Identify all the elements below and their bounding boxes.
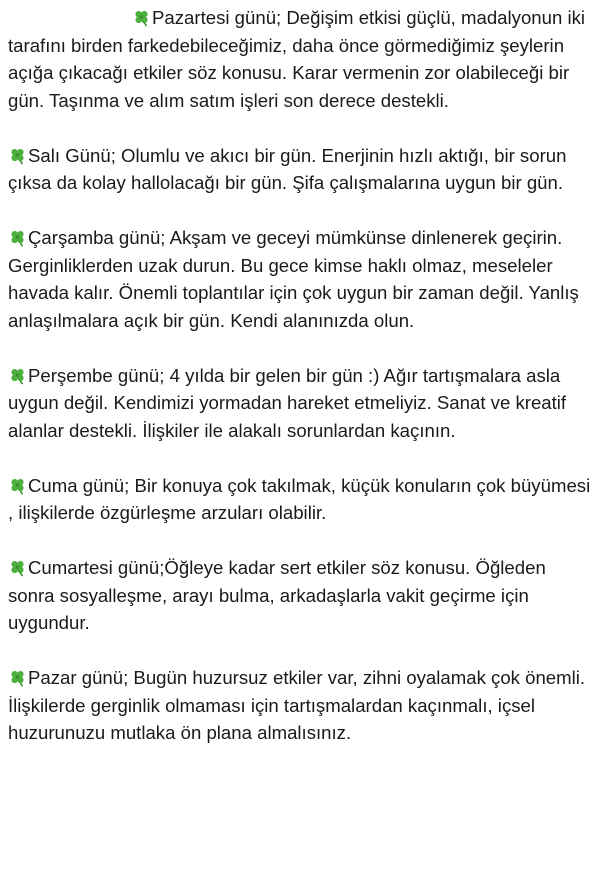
paragraph-text: Cumartesi günü;Öğleye kadar sert etkiler söz konusu. Öğleden sonra sosyalleşme, arayı bulma, arkadaşlarla vakit geçirme için uygundur. (8, 557, 546, 633)
four-leaf-clover-icon (8, 475, 27, 494)
four-leaf-clover-icon (8, 557, 27, 576)
paragraph-text: Pazartesi günü; Değişim etkisi güçlü, madalyonun iki tarafını birden farkedebileceğimiz, daha önce görmediğimiz şeylerin açığa çıkacağı etkiler söz konusu. Karar vermenin zor olabileceği bir gün. Taşınma ve alım satım işleri son derece destekli. (8, 7, 586, 111)
paragraph-friday (8, 472, 592, 527)
horoscope-text-body (8, 4, 592, 774)
four-leaf-clover-icon (132, 7, 151, 26)
four-leaf-clover-icon (8, 365, 27, 384)
paragraph-text: Salı Günü; Olumlu ve akıcı bir gün. Enerjinin hızlı aktığı, bir sorun çıksa da kolay hallolacağı bir gün. Şifa çalışmalarına uygun bir gün. (8, 144, 567, 193)
paragraph-text: Perşembe günü; 4 yılda bir gelen bir gün :) Ağır tartışmalara asla uygun değil. Kendimizi yormadan hareket etmeliyiz. Sanat ve kreatif alanlar destekli. İlişkiler ile alakalı sorunlardan kaçının. (8, 364, 567, 441)
paragraph-thursday (8, 362, 592, 445)
paragraph-monday (8, 4, 592, 114)
four-leaf-clover-icon (8, 145, 27, 164)
paragraph-text: Cuma günü; Bir konuya çok takılmak, küçük konuların çok büyümesi , ilişkilerde özgürleşme arzuları olabilir. (8, 474, 591, 523)
paragraph-text: Pazar günü; Bugün huzursuz etkiler var, zihni oyalamak çok önemli. İlişkilerde gerginlik olmaması için tartışmalardan kaçınmalı, içsel huzurunuzu mutlaka ön plana almalısınız. (8, 667, 586, 743)
paragraph-tuesday (8, 142, 592, 197)
paragraph-sunday (8, 664, 592, 747)
paragraph-text: Çarşamba günü; Akşam ve geceyi mümkünse dinlenerek geçirin. Gerginliklerden uzak durun. Bu gece kimse haklı olmaz, meseleler havada kalır. Önemli toplantılar için çok uygun bir zaman değil. Yanlış anlaşılmalara açık bir gün. Kendi alanınızda olun. (8, 227, 579, 331)
paragraph-saturday (8, 554, 592, 637)
paragraph-wednesday (8, 224, 592, 334)
four-leaf-clover-icon (8, 667, 27, 686)
four-leaf-clover-icon (8, 227, 27, 246)
